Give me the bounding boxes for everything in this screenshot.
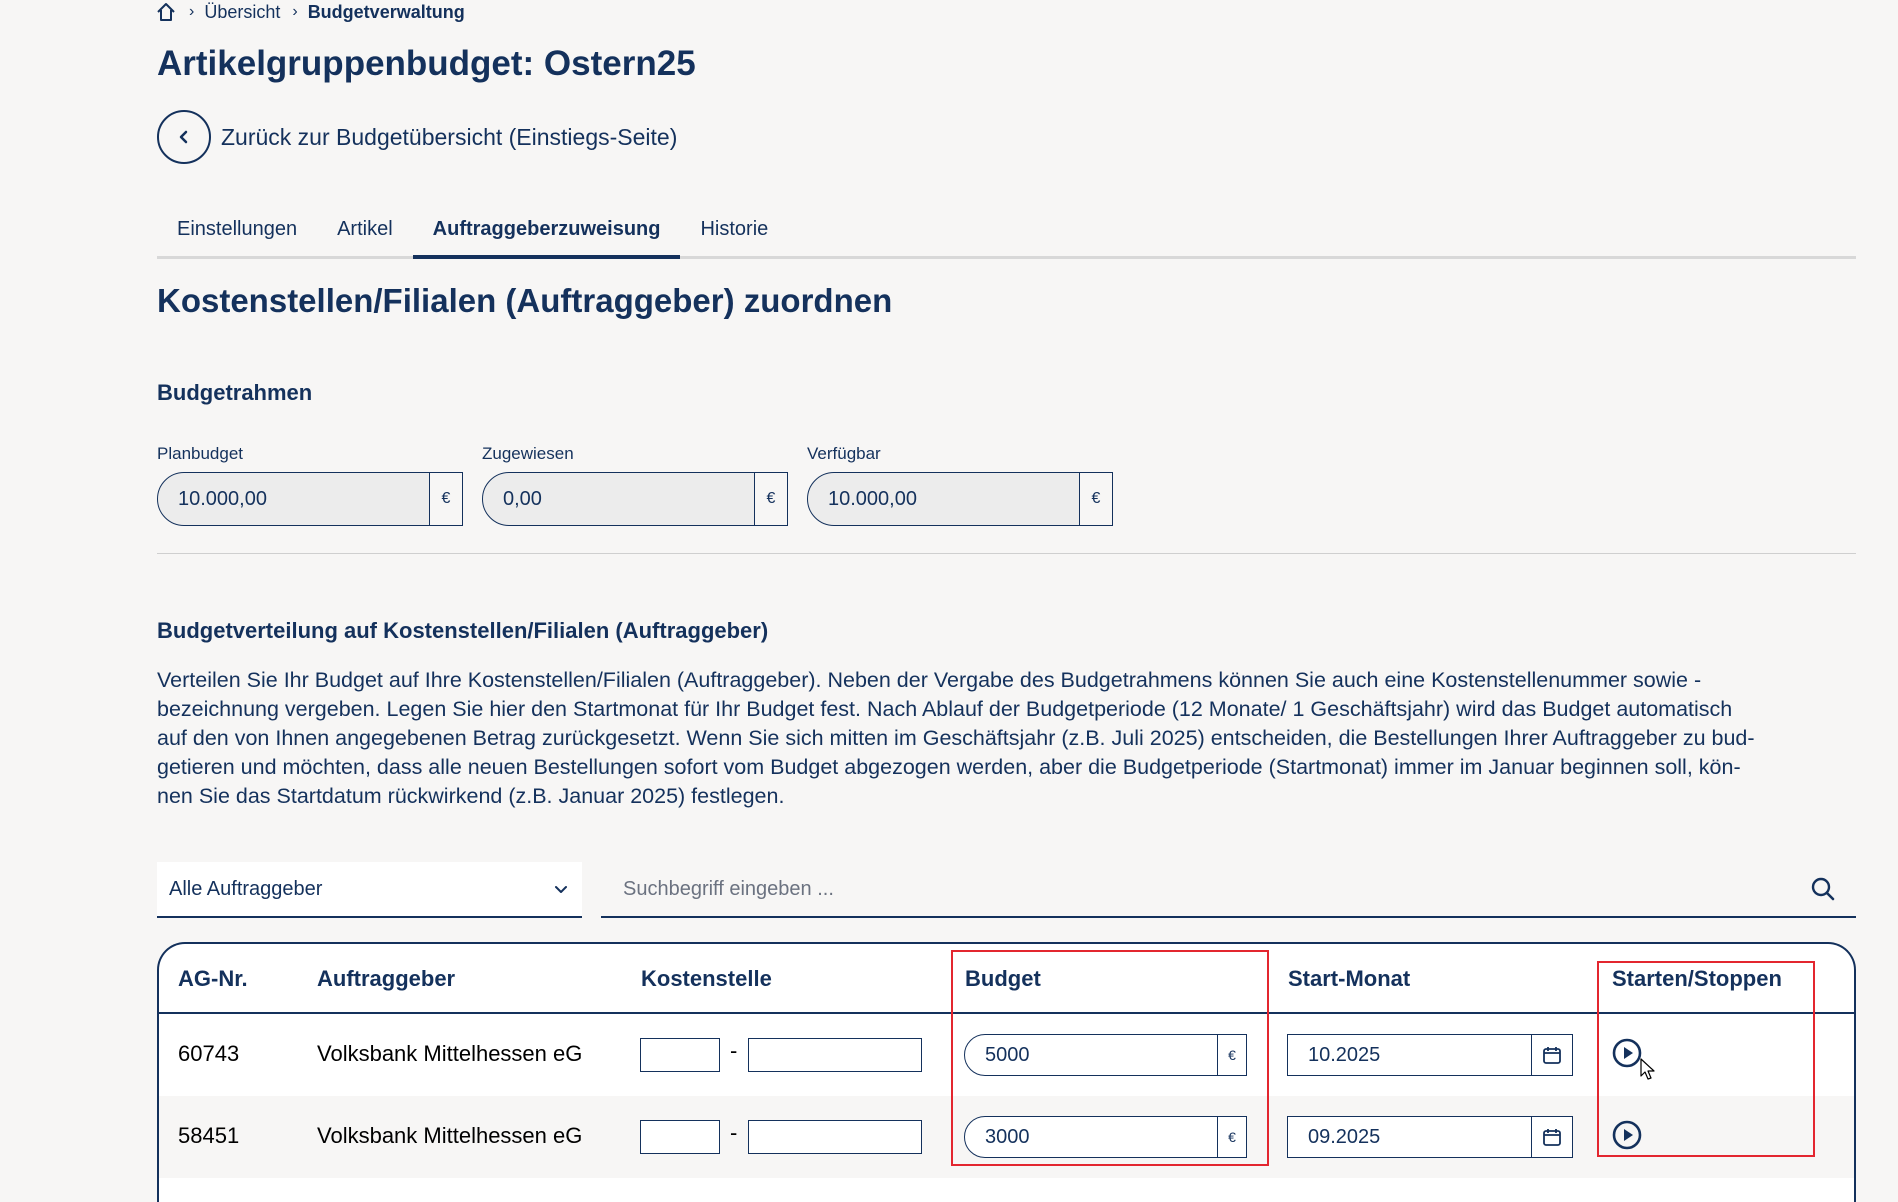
calendar-button[interactable]	[1531, 1117, 1572, 1157]
zugewiesen-value: 0,00	[503, 488, 542, 510]
budgetrahmen-title: Budgetrahmen	[157, 380, 313, 405]
euro-unit: €	[429, 473, 462, 525]
verfuegbar-value: 10.000,00	[828, 488, 917, 510]
chevron-right-icon: ›	[292, 3, 298, 20]
tab-bar	[157, 208, 1856, 259]
zugewiesen-label: Zugewiesen	[482, 444, 574, 463]
table-header	[159, 944, 1854, 1014]
tab-artikel[interactable]: Artikel	[337, 218, 393, 240]
start-monat-value: 09.2025	[1308, 1126, 1381, 1148]
kostenstelle-name-input[interactable]	[748, 1038, 922, 1072]
start-monat-value: 10.2025	[1308, 1044, 1381, 1066]
play-icon[interactable]	[1611, 1037, 1643, 1069]
back-link[interactable]	[157, 110, 677, 164]
search-input[interactable]	[621, 877, 1810, 902]
tab-auftraggeberzuweisung[interactable]: Auftraggeberzuweisung	[413, 208, 681, 259]
start-monat-input[interactable]	[1287, 1034, 1573, 1076]
ag-nr-cell: 58451	[178, 1123, 240, 1148]
page-title: Artikelgruppenbudget: Ostern25	[157, 44, 696, 83]
budget-value: 5000	[985, 1044, 1030, 1066]
calendar-icon	[1542, 1127, 1562, 1147]
home-icon[interactable]	[155, 1, 177, 23]
zugewiesen-input	[482, 472, 788, 526]
budget-value: 3000	[985, 1126, 1030, 1148]
divider	[157, 553, 1856, 554]
distribution-title: Budgetverteilung auf Kostenstellen/Filialen (Auftraggeber)	[157, 618, 769, 643]
chevron-right-icon: ›	[189, 3, 195, 20]
budget-input[interactable]	[964, 1116, 1247, 1158]
description-line: nen Sie das Startdatum rückwirkend (z.B. Januar 2025) festlegen.	[157, 784, 785, 808]
euro-unit: €	[1217, 1035, 1246, 1075]
search-icon[interactable]	[1810, 876, 1836, 902]
kostenstelle-name-input[interactable]	[748, 1120, 922, 1154]
header-start-monat: Start-Monat	[1288, 966, 1411, 991]
verfuegbar-input	[807, 472, 1113, 526]
kostenstelle-separator: -	[730, 1120, 738, 1145]
header-kostenstelle: Kostenstelle	[641, 966, 772, 991]
header-starten-stoppen: Starten/Stoppen	[1612, 966, 1782, 991]
tab-historie[interactable]: Historie	[700, 218, 769, 240]
verfuegbar-field	[807, 444, 1113, 526]
chevron-down-icon	[552, 880, 570, 898]
chevron-left-icon	[176, 129, 192, 145]
breadcrumb	[155, 0, 465, 24]
calendar-icon	[1542, 1045, 1562, 1065]
planbudget-label: Planbudget	[157, 444, 244, 463]
search-bar	[601, 862, 1856, 918]
back-button[interactable]	[157, 110, 211, 164]
table-row	[159, 1096, 1854, 1178]
table-row	[159, 1014, 1854, 1096]
kostenstelle-separator: -	[730, 1038, 738, 1063]
auftraggeber-select[interactable]	[157, 862, 582, 918]
auftraggeber-table	[157, 942, 1856, 1202]
planbudget-field	[157, 444, 463, 526]
zugewiesen-field	[482, 444, 788, 526]
start-monat-input[interactable]	[1287, 1116, 1573, 1158]
euro-unit: €	[1079, 473, 1112, 525]
play-icon[interactable]	[1611, 1119, 1643, 1151]
auftraggeber-cell: Volksbank Mittelhessen eG	[317, 1123, 583, 1148]
header-auftraggeber: Auftraggeber	[317, 966, 456, 991]
tab-einstellungen[interactable]: Einstellungen	[177, 218, 298, 240]
breadcrumb-item-budgetverwaltung: Budgetverwaltung	[307, 1, 465, 22]
section-title: Kostenstellen/Filialen (Auftraggeber) zuordnen	[157, 282, 893, 319]
planbudget-input	[157, 472, 463, 526]
euro-unit: €	[1217, 1117, 1246, 1157]
budget-input[interactable]	[964, 1034, 1247, 1076]
verfuegbar-label: Verfügbar	[807, 444, 881, 463]
kostenstelle-nr-input[interactable]	[640, 1038, 720, 1072]
description-line: Verteilen Sie Ihr Budget auf Ihre Kostenstellen/Filialen (Auftraggeber). Neben der Vergabe des Budgetrahmens können Sie auch eine Kostenstellenummer sowie -	[157, 668, 1702, 692]
euro-unit: €	[754, 473, 787, 525]
header-ag-nr: AG-Nr.	[178, 966, 248, 991]
description-line: auf den von Ihnen angegebenen Betrag zurückgesetzt. Wenn Sie sich mitten im Geschäftsjahr (z.B. Juli 2025) entscheiden, die Bestellungen Ihrer Auftraggeber zu bud-	[157, 726, 1755, 750]
mouse-pointer-icon	[1640, 1058, 1656, 1082]
calendar-button[interactable]	[1531, 1035, 1572, 1075]
back-link-label[interactable]: Zurück zur Budgetübersicht (Einstiegs-Seite)	[221, 123, 678, 150]
header-budget: Budget	[965, 966, 1041, 991]
planbudget-value: 10.000,00	[178, 488, 267, 510]
description-line: bezeichnung vergeben. Legen Sie hier den Startmonat für Ihr Budget fest. Nach Ablauf der Budgetperiode (12 Monate/ 1 Geschäftsjahr) wird das Budget automatisch	[157, 697, 1733, 721]
description-line: getieren und möchten, dass alle neuen Bestellungen sofort vom Budget abgezogen werden, aber die Budgetperiode (Startmonat) immer im Januar beginnen soll, kön-	[157, 755, 1741, 779]
ag-nr-cell: 60743	[178, 1041, 240, 1066]
distribution-description	[157, 666, 1857, 811]
auftraggeber-cell: Volksbank Mittelhessen eG	[317, 1041, 583, 1066]
select-value: Alle Auftraggeber	[169, 877, 323, 900]
breadcrumb-item-uebersicht[interactable]: Übersicht	[204, 1, 281, 22]
kostenstelle-nr-input[interactable]	[640, 1120, 720, 1154]
